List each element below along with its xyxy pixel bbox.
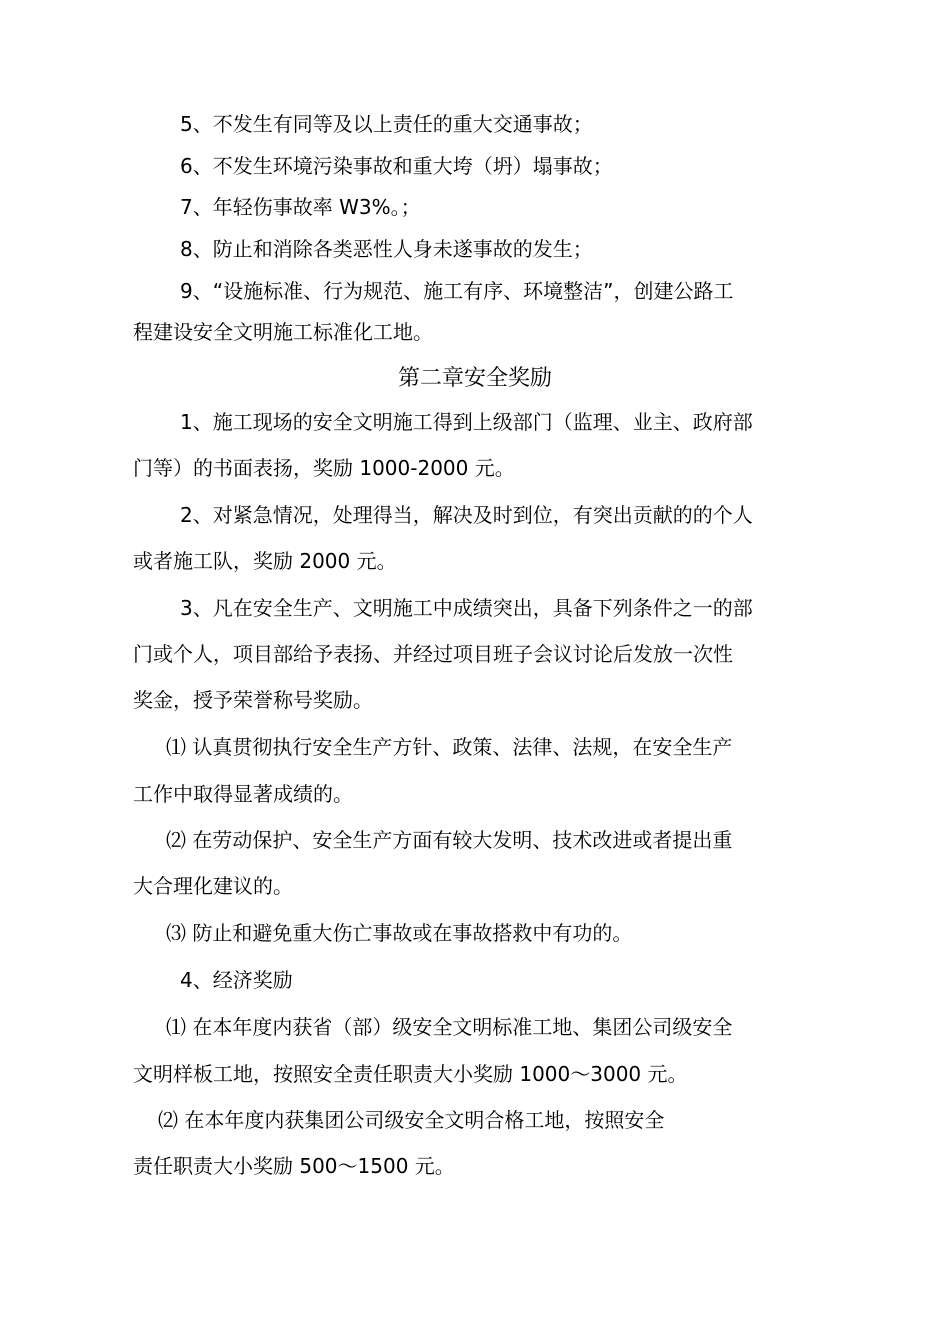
chapter-title: 第二章安全奖励 xyxy=(397,366,552,391)
condition-2-line2: 大合理化建议的。 xyxy=(133,874,293,898)
goal-item-6: 6、不发生环境污染事故和重大垮（坍）塌事故； xyxy=(180,154,613,178)
reward-item-3-line3: 奖金，授予荣誉称号奖励。 xyxy=(133,688,373,712)
economic-reward-2-line2: 责任职责大小奖励 500〜1500 元。 xyxy=(133,1154,455,1178)
goal-item-5: 5、不发生有同等及以上责任的重大交通事故； xyxy=(180,112,593,136)
goal-item-7: 7、年轻伤事故率 W3%。； xyxy=(180,195,421,219)
reward-item-1-line1: 1、施工现场的安全文明施工得到上级部门（监理、业主、政府部 xyxy=(180,410,753,434)
condition-1-line2: 工作中取得显著成绩的。 xyxy=(133,782,353,806)
economic-reward-1-line2: 文明样板工地，按照安全责任职责大小奖励 1000〜3000 元。 xyxy=(133,1062,688,1086)
economic-reward-2-line1: ⑵ 在本年度内获集团公司级安全文明合格工地，按照安全 xyxy=(158,1108,665,1132)
goal-item-8: 8、防止和消除各类恶性人身未遂事故的发生； xyxy=(180,237,593,261)
reward-item-2-line1: 2、对紧急情况，处理得当，解决及时到位，有突出贡献的的个人 xyxy=(180,503,753,527)
goal-item-9-line2: 程建设安全文明施工标准化工地。 xyxy=(133,320,433,344)
condition-3: ⑶ 防止和避免重大伤亡事故或在事故搭救中有功的。 xyxy=(166,921,633,945)
economic-reward-1-line1: ⑴ 在本年度内获省（部）级安全文明标准工地、集团公司级安全 xyxy=(166,1015,733,1039)
reward-item-4: 4、经济奖励 xyxy=(180,968,293,992)
reward-item-2-line2: 或者施工队，奖励 2000 元。 xyxy=(133,549,397,573)
condition-1-line1: ⑴ 认真贯彻执行安全生产方针、政策、法律、法规，在安全生产 xyxy=(166,735,733,759)
condition-2-line1: ⑵ 在劳动保护、安全生产方面有较大发明、技术改进或者提出重 xyxy=(166,828,733,852)
reward-item-3-line2: 门或个人，项目部给予表扬、并经过项目班子会议讨论后发放一次性 xyxy=(133,642,733,666)
reward-item-3-line1: 3、凡在安全生产、文明施工中成绩突出，具备下列条件之一的部 xyxy=(180,596,753,620)
reward-item-1-line2: 门等）的书面表扬，奖励 1000-2000 元。 xyxy=(133,456,515,480)
goal-item-9-line1: 9、“设施标准、行为规范、施工有序、环境整洁”，创建公路工 xyxy=(180,279,734,303)
